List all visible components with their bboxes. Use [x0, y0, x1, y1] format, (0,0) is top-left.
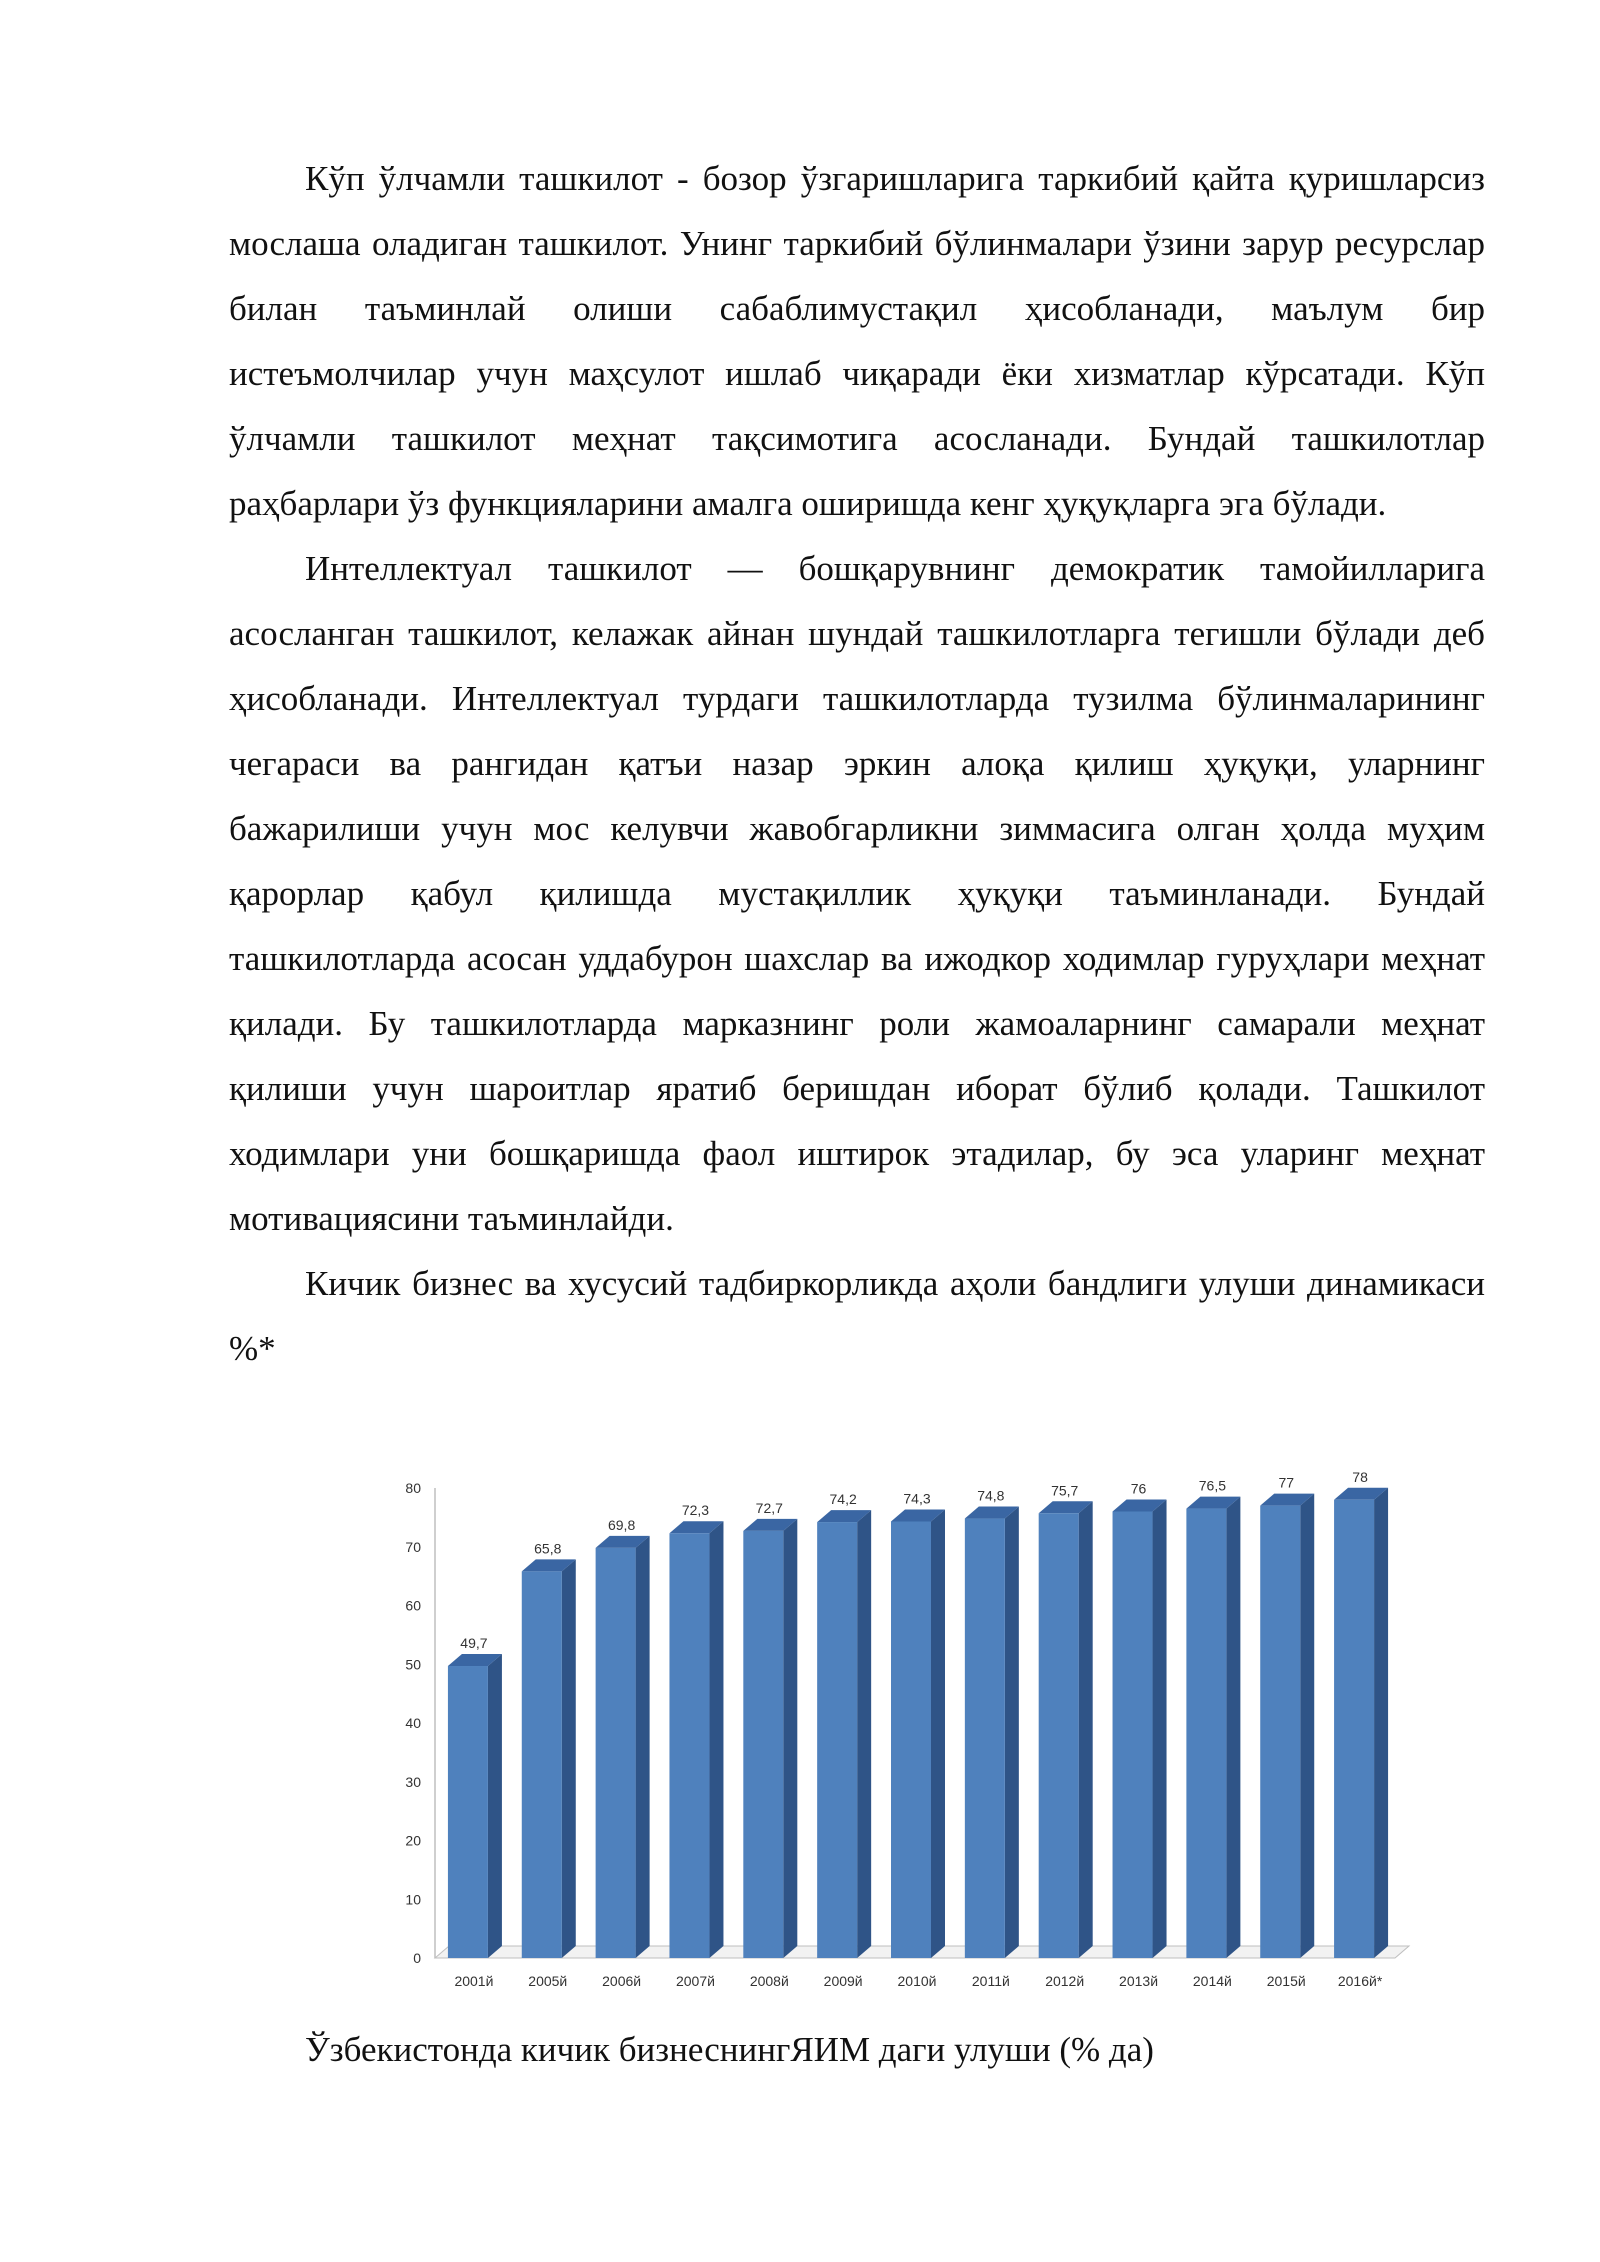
- bar: [1113, 1512, 1153, 1959]
- y-tick-label: 20: [405, 1832, 421, 1849]
- data-label: 69,8: [607, 1516, 636, 1533]
- bar-side: [857, 1510, 871, 1958]
- bar-side: [783, 1519, 797, 1958]
- data-label: 78: [1352, 1470, 1368, 1485]
- data-label: 49,7: [460, 1635, 488, 1652]
- y-tick-label: 50: [405, 1656, 421, 1673]
- bar: [669, 1533, 709, 1958]
- bar: [1039, 1513, 1079, 1958]
- bar-chart: [380, 1470, 1440, 2000]
- bar: [1186, 1509, 1226, 1958]
- bar-side: [1079, 1501, 1093, 1958]
- x-tick-label: 2012й: [1045, 1973, 1085, 1989]
- bar-side: [1374, 1488, 1388, 1958]
- y-tick-label: 70: [405, 1538, 421, 1555]
- paragraph-intellectual-org: Интеллектуал ташкилот — бошқарувнинг демократик тамойилларига асосланган ташкилот, келажак айнан шундай ташкилотларга тегишли бўлади деб ҳисобланади. Интеллектуал турдаги ташкилотларда тузилма бўлинмаларининг чегараси ва рангидан қатъи назар эркин алоқа қилиш ҳуқуқи, уларнинг бажарилиши учун мос келувчи жавобгарликни зиммасига олган ҳолда муҳим қарорлар қабул қилишда мустақиллик ҳуқуқи таъминланади. Бундай ташкилотларда асосан уддабурон шахслар ва ижодкор ходимлар гуруҳлари меҳнат қилади. Бу ташкилотларда марказнинг роли жамоаларнинг самарали меҳнат қилиши учун шароитлар яратиб беришдан иборат бўлиб қолади. Ташкилот ходимлари уни бошқаришда фаол иштирок этадилар, бу эса уларинг меҳнат мотивациясини таъминлайди.: [229, 549, 1485, 1238]
- bar-side: [1153, 1500, 1167, 1959]
- bar-side: [931, 1509, 945, 1958]
- data-label: 72,7: [755, 1499, 783, 1516]
- bar: [1260, 1506, 1300, 1958]
- x-tick-label: 2015й: [1266, 1973, 1306, 1989]
- bar-side: [488, 1654, 502, 1958]
- x-tick-label: 2013й: [1119, 1973, 1159, 1989]
- y-tick-label: 0: [413, 1950, 421, 1966]
- bar: [817, 1522, 857, 1958]
- y-tick-label: 30: [405, 1773, 421, 1790]
- bar: [891, 1521, 931, 1958]
- x-tick-label: 2007й: [675, 1973, 715, 1989]
- data-label: 74,2: [829, 1491, 857, 1508]
- bar: [965, 1519, 1005, 1958]
- bar-side: [562, 1559, 576, 1958]
- paragraph-chart-intro: Кичик бизнес ва хусусий тадбиркорликда аҳоли бандлиги улуши динамикаси %*: [229, 1264, 1485, 1368]
- x-tick-label: 2001й: [454, 1973, 494, 1989]
- bar: [448, 1666, 488, 1958]
- body-text: [229, 146, 1485, 1381]
- data-label: 74,3: [903, 1490, 931, 1507]
- bar-side: [636, 1536, 650, 1958]
- data-label: 75,7: [1051, 1482, 1079, 1499]
- bar-chart-svg: [380, 1470, 1440, 2000]
- x-tick-label: 2014й: [1192, 1973, 1232, 1989]
- data-label: 76: [1130, 1480, 1147, 1497]
- x-tick-label: 2016й*: [1337, 1973, 1383, 1989]
- y-tick-label: 60: [405, 1597, 421, 1614]
- bar-side: [1005, 1507, 1019, 1958]
- x-tick-label: 2009й: [823, 1973, 863, 1989]
- data-label: 76,5: [1198, 1477, 1227, 1494]
- y-tick-label: 40: [405, 1715, 421, 1731]
- x-tick-label: 2010й: [897, 1973, 937, 1989]
- bar-side: [709, 1521, 723, 1958]
- paragraph-multidimensional-org: Кўп ўлчамли ташкилот - бозор ўзгаришларига таркибий қайта қуришларсиз мослаша оладиган ташкилот. Унинг таркибий бўлинмалари ўзини зарур ресурслар билан таъминлай олиши сабаблимустақил ҳисобланади, маълум бир истеъмолчилар учун маҳсулот ишлаб чиқаради ёки хизматлар кўрсатади. Кўп ўлчамли ташкилот меҳнат тақсимотига асосланади. Бундай ташкилотлар раҳбарлари ўз функцияларини амалга оширишда кенг ҳуқуқларга эга бўлади.: [229, 159, 1485, 523]
- y-tick-label: 80: [405, 1480, 421, 1496]
- bar: [596, 1548, 636, 1958]
- bar-side: [1226, 1497, 1240, 1958]
- bar-side: [1300, 1494, 1314, 1958]
- bar: [743, 1531, 783, 1958]
- data-label: 72,3: [681, 1502, 710, 1519]
- bar: [522, 1571, 562, 1958]
- x-tick-label: 2005й: [528, 1973, 568, 1989]
- figure-caption: Ўзбекистонда кичик бизнеснингЯИМ даги улуши (% да): [305, 2030, 1154, 2069]
- data-label: 74,8: [977, 1487, 1005, 1504]
- x-tick-label: 2006й: [602, 1973, 642, 1989]
- x-tick-label: 2011й: [971, 1973, 1010, 1989]
- data-label: 77: [1278, 1474, 1295, 1491]
- bar: [1334, 1500, 1374, 1958]
- x-tick-label: 2008й: [749, 1973, 789, 1989]
- data-label: 65,8: [534, 1540, 562, 1557]
- y-tick-label: 10: [405, 1891, 421, 1908]
